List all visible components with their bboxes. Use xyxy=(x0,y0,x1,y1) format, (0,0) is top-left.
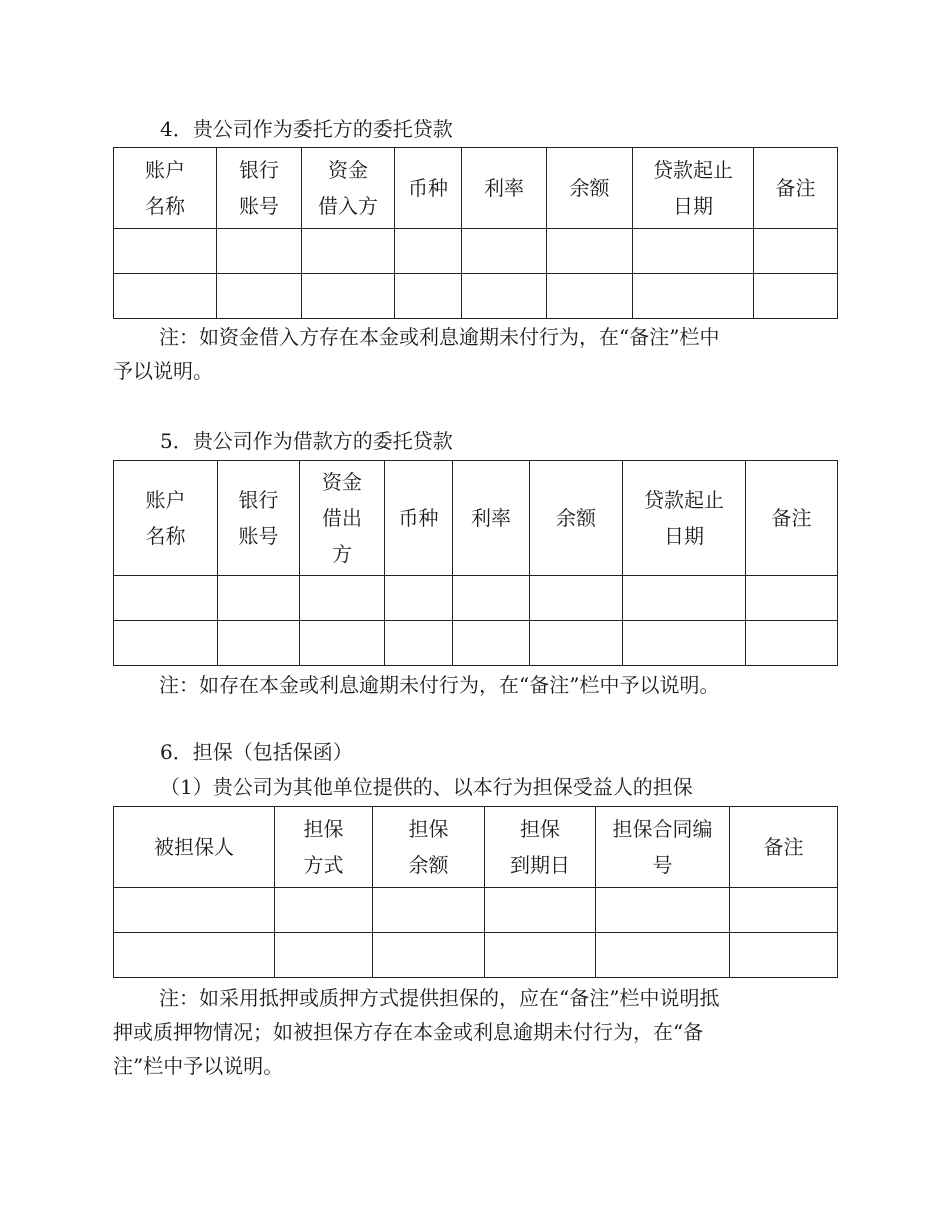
section-4-title: 4．贵公司作为委托方的委托贷款 xyxy=(160,117,453,141)
table-cell xyxy=(633,229,754,274)
table-cell xyxy=(114,621,218,666)
table-cell xyxy=(373,888,485,933)
table-cell xyxy=(547,274,633,319)
table-row xyxy=(114,933,838,978)
table-cell xyxy=(633,274,754,319)
table-row xyxy=(114,229,838,274)
header-lender: 资金 借出 方 xyxy=(300,461,385,576)
header-contract-number: 担保合同编 号 xyxy=(596,807,730,888)
table-cell xyxy=(485,888,596,933)
section-5-note xyxy=(113,668,837,702)
section-6-title: 6．担保（包括保函） xyxy=(160,740,353,764)
guarantee-table xyxy=(113,806,838,978)
table-cell xyxy=(596,933,730,978)
note-line: 注：如采用抵押或质押方式提供担保的，应在“备注”栏中说明抵 xyxy=(159,986,720,1010)
header-interest-rate: 利率 xyxy=(453,461,530,576)
section-6-note xyxy=(113,981,837,1083)
table-cell xyxy=(462,229,547,274)
table-row xyxy=(114,274,838,319)
note-line: 注：如存在本金或利息逾期未付行为，在“备注”栏中予以说明。 xyxy=(159,673,720,697)
table-cell xyxy=(114,933,275,978)
table-cell xyxy=(300,621,385,666)
header-bank-account: 银行 账号 xyxy=(217,148,302,229)
header-loan-period: 贷款起止 日期 xyxy=(623,461,746,576)
table-cell xyxy=(754,274,838,319)
entrusted-loan-borrower-table xyxy=(113,460,838,666)
table-row xyxy=(114,888,838,933)
header-guarantee-method: 担保 方式 xyxy=(275,807,373,888)
table-header-row xyxy=(114,148,838,229)
table-cell xyxy=(114,229,217,274)
header-currency: 币种 xyxy=(395,148,462,229)
table-cell xyxy=(623,621,746,666)
table-cell xyxy=(217,274,302,319)
table-cell xyxy=(373,933,485,978)
table-cell xyxy=(746,576,838,621)
table-cell xyxy=(385,621,453,666)
header-guarantee-balance: 担保 余额 xyxy=(373,807,485,888)
header-guarantee-expiry: 担保 到期日 xyxy=(485,807,596,888)
table-cell xyxy=(218,576,300,621)
header-currency: 币种 xyxy=(385,461,453,576)
table-cell xyxy=(114,576,218,621)
table-cell xyxy=(730,888,838,933)
table-cell xyxy=(217,229,302,274)
note-line: 注：如资金借入方存在本金或利息逾期未付行为，在“备注”栏中 xyxy=(159,325,720,349)
table-cell xyxy=(623,576,746,621)
note-line: 予以说明。 xyxy=(113,359,213,383)
table-row xyxy=(114,621,838,666)
header-account-name: 账户 名称 xyxy=(114,461,218,576)
table-row xyxy=(114,576,838,621)
table-cell xyxy=(114,274,217,319)
header-account-name: 账户 名称 xyxy=(114,148,217,229)
table-cell xyxy=(547,229,633,274)
note-line: 注”栏中予以说明。 xyxy=(113,1054,284,1078)
table-cell xyxy=(275,888,373,933)
table-cell xyxy=(754,229,838,274)
header-remarks: 备注 xyxy=(754,148,838,229)
table-cell xyxy=(730,933,838,978)
table-cell xyxy=(453,621,530,666)
table-cell xyxy=(462,274,547,319)
table-cell xyxy=(485,933,596,978)
table-header-row xyxy=(114,461,838,576)
table-cell xyxy=(530,621,623,666)
table-cell xyxy=(395,274,462,319)
table-cell xyxy=(530,576,623,621)
section-4-note xyxy=(113,320,837,388)
table-cell xyxy=(596,888,730,933)
table-cell xyxy=(114,888,275,933)
header-bank-account: 银行 账号 xyxy=(218,461,300,576)
header-borrower: 资金 借入方 xyxy=(302,148,395,229)
table-cell xyxy=(746,621,838,666)
header-loan-period: 贷款起止 日期 xyxy=(633,148,754,229)
table-cell xyxy=(453,576,530,621)
table-cell xyxy=(385,576,453,621)
table-cell xyxy=(395,229,462,274)
table-header-row xyxy=(114,807,838,888)
header-balance: 余额 xyxy=(530,461,623,576)
table-cell xyxy=(302,274,395,319)
section-6-subtitle: （1）贵公司为其他单位提供的、以本行为担保受益人的担保 xyxy=(160,775,693,799)
entrusted-loan-lender-table xyxy=(113,147,838,319)
table-cell xyxy=(302,229,395,274)
table-cell xyxy=(218,621,300,666)
header-remarks: 备注 xyxy=(730,807,838,888)
header-balance: 余额 xyxy=(547,148,633,229)
header-remarks: 备注 xyxy=(746,461,838,576)
table-cell xyxy=(275,933,373,978)
note-line: 押或质押物情况；如被担保方存在本金或利息逾期未付行为，在“备 xyxy=(113,1020,704,1044)
section-5-title: 5．贵公司作为借款方的委托贷款 xyxy=(160,429,453,453)
header-interest-rate: 利率 xyxy=(462,148,547,229)
header-guaranteed-party: 被担保人 xyxy=(114,807,275,888)
table-cell xyxy=(300,576,385,621)
